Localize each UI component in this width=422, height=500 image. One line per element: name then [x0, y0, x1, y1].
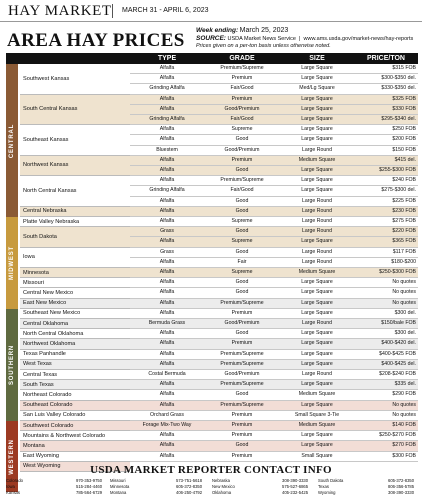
bale-size: Large Round [302, 320, 332, 326]
hay-type: Grass [160, 228, 174, 235]
price: $400-$420 del. [381, 340, 416, 347]
grade: Premium [231, 75, 253, 82]
table-row [130, 360, 418, 370]
hay-type: Alfalfa [159, 156, 175, 163]
grade: Fair [237, 258, 247, 265]
grade: Good [235, 207, 249, 214]
grade: Premium/Supreme [220, 360, 264, 367]
price: $335 del. [394, 381, 416, 388]
grade: Premium/Supreme [220, 350, 264, 357]
hay-type: Alfalfa [159, 289, 175, 296]
price: $200 FOB [392, 136, 416, 143]
band-label: WESTERN [9, 438, 15, 475]
hay-type: Alfalfa [159, 136, 175, 143]
hay-type: Alfalfa [159, 218, 175, 224]
table-row [130, 370, 418, 380]
hay-type: Alfalfa [159, 432, 175, 439]
hay-type: Alfalfa [159, 309, 175, 316]
region-name: Southeast Kansas [20, 125, 130, 156]
price: $150 FOB [392, 146, 416, 153]
grade: Fair/Good [230, 116, 254, 122]
hay-type: Alfalfa [159, 360, 175, 367]
bale-size: Large Square [301, 136, 333, 143]
table-header [6, 53, 418, 64]
hay-type: Alfalfa [159, 95, 175, 102]
table-row [130, 105, 418, 115]
price: No quotes [392, 401, 416, 408]
grade: Fair/Good [230, 85, 254, 92]
bale-size: Large Square [301, 350, 333, 357]
bale-size: Medium Square [298, 422, 336, 428]
bale-size: Large Square [301, 340, 333, 347]
grade: Good/Premium [224, 320, 260, 326]
bale-size: Large Square [301, 238, 333, 245]
hay-type: Alfalfa [159, 340, 175, 347]
masthead [0, 0, 422, 22]
region-name: South Dakota [20, 227, 130, 247]
band-label: CENTRAL [9, 123, 15, 158]
bale-size: Large Square [301, 330, 333, 337]
table-row [130, 74, 418, 84]
table-row [130, 339, 418, 349]
hay-type: Alfalfa [159, 258, 175, 265]
grade: Good [235, 136, 249, 143]
region-band [6, 309, 18, 421]
contact-phone: 605-372-8350 [388, 478, 415, 483]
contact-state: Oklahoma [212, 490, 232, 495]
table-row [130, 278, 418, 288]
grade: Premium [231, 452, 253, 459]
table-row [130, 288, 418, 298]
grade: Premium [231, 309, 253, 316]
table-row [130, 309, 418, 319]
table-row [130, 268, 418, 278]
table-row [130, 329, 418, 339]
price: $275 FOB [392, 218, 416, 224]
divider [112, 4, 113, 18]
table-row [130, 258, 418, 268]
contact-phone: 785-564-6729 [76, 490, 103, 495]
price: $140 FOB [392, 422, 416, 428]
price: $250-$270 FOB [379, 432, 416, 439]
bale-size: Large Square [301, 105, 333, 112]
hay-type: Alfalfa [159, 279, 175, 286]
region-name: Minnesota [20, 268, 130, 278]
contact-phone: 406-250-4792 [176, 490, 203, 495]
grade: Good [235, 330, 249, 337]
hay-type: Alfalfa [159, 126, 175, 133]
table-row [130, 135, 418, 145]
price: $250-$300 FOB [379, 269, 416, 275]
bale-size: Large Square [301, 167, 333, 173]
region-name: Southwest Kansas [20, 64, 130, 95]
bale-size: Large Square [301, 432, 333, 439]
bale-size: Large Round [302, 258, 332, 265]
table-row [130, 146, 418, 156]
hay-type: Alfalfa [159, 197, 175, 204]
bale-size: Large Square [301, 279, 333, 286]
region-band [6, 64, 18, 217]
band-label: SOUTHERN [9, 344, 15, 385]
week-info: Week ending: March 25, 2023 SOURCE: USDA Market News Service | www.ams.usda.gov/market-news/hay-reports Prices given on a per-ton basis unless otherwise noted. [196, 27, 414, 49]
contact-state: Kansas [6, 490, 20, 495]
table-row [130, 237, 418, 247]
col-price: PRICE/TON [367, 55, 405, 62]
bale-size: Large Square [301, 177, 333, 184]
contact-phone: 575-527-6865 [282, 484, 309, 489]
price: $415 del. [394, 156, 416, 163]
bale-size: Large Square [301, 309, 333, 316]
bale-size: Large Square [301, 360, 333, 367]
table-row [130, 431, 418, 441]
hay-type: Alfalfa [159, 452, 175, 459]
grade: Supreme [231, 126, 253, 133]
bale-size: Large Square [301, 65, 333, 71]
region-name: Southeast New Mexico [20, 309, 130, 319]
grade: Premium [231, 432, 253, 439]
bale-size: Large Square [301, 299, 333, 306]
hay-type: Alfalfa [159, 299, 175, 306]
grade: Fair/Good [230, 187, 254, 194]
page-title: AREA HAY PRICES [7, 30, 185, 51]
hay-type: Alfalfa [159, 350, 175, 357]
contact-footer [0, 464, 422, 500]
table-row [130, 84, 418, 94]
bale-size: Med/Lg Square [299, 85, 335, 92]
price: $300 del. [394, 330, 416, 337]
table-row [130, 207, 418, 217]
hay-type: Alfalfa [159, 75, 175, 82]
hay-type: Alfalfa [159, 381, 175, 388]
region-name: East Wyoming [20, 452, 130, 462]
grade: Premium/Supreme [220, 401, 264, 408]
price: No quotes [392, 289, 416, 296]
table-row [130, 197, 418, 207]
bale-size: Large Square [301, 95, 333, 102]
hay-type: Alfalfa [159, 105, 175, 112]
grade: Premium/Supreme [220, 65, 264, 71]
contact-state: New Mexico [212, 484, 235, 489]
grade: Good [235, 197, 249, 204]
region-name: Southwest Colorado [20, 421, 130, 431]
price: $365 FOB [392, 238, 416, 245]
price: $150/bale FOB [381, 320, 416, 326]
table-row [130, 186, 418, 196]
bale-size: Large Round [302, 371, 332, 377]
contact-phone: 573-751-5618 [176, 478, 203, 483]
price: $275-$300 del. [381, 187, 416, 194]
grade: Good/Premium [224, 105, 260, 112]
contact-phone: 806-356-5785 [388, 484, 415, 489]
region-name: South Central Kansas [20, 95, 130, 126]
price: $290 FOB [392, 391, 416, 398]
region-name: North Central Kansas [20, 176, 130, 207]
hay-type: Alfalfa [159, 401, 175, 408]
hay-type: Grinding Alfalfa [149, 116, 185, 122]
contact-state: South Dakota [318, 478, 344, 483]
grade: Good [235, 391, 249, 398]
region-band [6, 217, 18, 309]
region-name: Central New Mexico [20, 288, 130, 298]
source-url: www.ams.usda.gov/market-news/hay-reports [303, 36, 414, 42]
table-row [130, 115, 418, 125]
grade: Supreme [231, 269, 253, 275]
price: $400-$425 FOB [379, 350, 416, 357]
grade: Good [235, 289, 249, 296]
contact-phone: 970-353-9750 [76, 478, 103, 483]
region-name: Iowa [20, 248, 130, 268]
hay-type: Alfalfa [159, 269, 175, 275]
region-name: Central Texas [20, 370, 130, 380]
region-name: Northwest Oklahoma [20, 339, 130, 349]
hay-type: Alfalfa [159, 167, 175, 173]
grade: Good [235, 228, 249, 235]
region-name: Southeast Colorado [20, 401, 130, 411]
price: $220 FOB [392, 228, 416, 235]
price: $208-$240 FOB [379, 371, 416, 377]
hay-type: Grinding Alfalfa [149, 187, 185, 194]
hay-type: Bluestem [156, 146, 178, 153]
price: No quotes [392, 279, 416, 286]
hay-type: Alfalfa [159, 238, 175, 245]
price: $300 del. [394, 309, 416, 316]
hay-type: Bermuda Grass [148, 320, 186, 326]
table-row [130, 166, 418, 176]
hay-type: Alfalfa [159, 177, 175, 184]
table-row [130, 380, 418, 390]
bale-size: Large Round [302, 197, 332, 204]
hay-type: Costal Bermuda [148, 371, 186, 377]
region-name: North Central Oklahoma [20, 329, 130, 339]
hay-type: Alfalfa [159, 207, 175, 214]
hay-type: Grinding Alfalfa [149, 85, 185, 92]
bale-size: Large Square [301, 126, 333, 133]
table-row [130, 452, 418, 462]
section-title: HAY MARKET [8, 3, 112, 19]
bale-size: Large Square [301, 401, 333, 408]
contact-state: Nebraska [212, 478, 230, 483]
price: $325 FOB [392, 95, 416, 102]
source-name: USDA Market News Service [227, 36, 296, 42]
col-size: SIZE [309, 55, 325, 62]
bale-size: Small Square 3-Tie [294, 411, 340, 418]
grade: Good/Premium [224, 371, 260, 377]
region-name: Northwest Kansas [20, 156, 130, 176]
price: $117 FOB [392, 248, 416, 255]
table-row [130, 227, 418, 237]
price: $240 FOB [392, 177, 416, 184]
price: No quotes [392, 299, 416, 306]
contact-state: Texas [318, 484, 329, 489]
grade: Premium/Supreme [220, 299, 264, 306]
bale-size: Large Round [302, 228, 332, 235]
bale-size: Large Square [301, 289, 333, 296]
hay-type: Alfalfa [159, 391, 175, 398]
grade: Supreme [231, 218, 253, 224]
grade: Premium [231, 340, 253, 347]
contact-state: Colorado [6, 478, 23, 483]
contact-state: Wyoming [318, 490, 336, 495]
bale-size: Medium Square [298, 156, 336, 163]
grade: Good [235, 248, 249, 255]
region-name: Central Nebraska [20, 207, 130, 217]
price: $330-$350 del. [381, 85, 416, 92]
bale-size: Medium Square [298, 391, 336, 398]
table-row [130, 319, 418, 329]
price: $255-$300 FOB [379, 167, 416, 173]
bale-size: Large Square [301, 116, 333, 122]
price: $330 FOB [392, 105, 416, 112]
price-note: Prices given on a per-ton basis unless otherwise noted. [196, 43, 331, 49]
date-range: MARCH 31 - APRIL 6, 2023 [122, 7, 209, 14]
contact-phone: 308-390-3330 [388, 490, 415, 495]
region-name: Central Oklahoma [20, 319, 130, 329]
contact-phone: 405-232-5425 [282, 490, 309, 495]
region-name: Northeast Colorado [20, 390, 130, 400]
region-name: East New Mexico [20, 299, 130, 309]
bale-size: Large Square [301, 75, 333, 82]
hay-type: Orchard Grass [149, 411, 184, 418]
table-row [130, 176, 418, 186]
grade: Good [235, 279, 249, 286]
table-row [130, 411, 418, 421]
hay-type: Alfalfa [159, 330, 175, 337]
contact-state: Montana [110, 490, 127, 495]
grade: Premium [231, 95, 253, 102]
price: $300 FOB [392, 452, 416, 459]
table-row [130, 441, 418, 451]
contact-state: Missouri [110, 478, 126, 483]
table-row [130, 217, 418, 227]
grade: Supreme [231, 238, 253, 245]
week-date: March 25, 2023 [239, 27, 289, 34]
grade: Premium/Supreme [220, 381, 264, 388]
price: $225 FOB [392, 197, 416, 204]
region-name: Missouri [20, 278, 130, 288]
table-row [130, 125, 418, 135]
table-row [130, 299, 418, 309]
contact-phone: 515-284-4460 [76, 484, 103, 489]
price: $250 FOB [392, 126, 416, 133]
band-label: MIDWEST [9, 245, 15, 280]
region-name: Platte Valley Nebraska [20, 217, 130, 227]
price: $180-$200 [391, 258, 416, 265]
hay-type: Forage Mix-Two Way [142, 422, 192, 428]
bale-size: Large Square [301, 442, 333, 449]
bale-size: Large Round [302, 248, 332, 255]
table-row [130, 350, 418, 360]
table-row [130, 248, 418, 258]
grade: Good/Premium [224, 146, 260, 153]
region-name: Montana [20, 441, 130, 451]
grade: Premium [231, 411, 253, 418]
price: No quotes [392, 411, 416, 418]
hay-type: Alfalfa [159, 442, 175, 449]
region-name: Mountains & Northwest Colorado [20, 431, 130, 441]
price: $230 FOB [392, 207, 416, 214]
bale-size: Large Round [302, 207, 332, 214]
table-row [130, 95, 418, 105]
price: $300-$350 del. [381, 75, 416, 82]
contact-phone: 308-390-3330 [282, 478, 309, 483]
table-row [130, 156, 418, 166]
bale-size: Large Round [302, 146, 332, 153]
week-label: Week ending: [196, 27, 239, 34]
table-row [130, 401, 418, 411]
grade: Premium [231, 156, 253, 163]
grade: Premium/Supreme [220, 177, 264, 184]
col-type: TYPE [157, 55, 177, 62]
region-name: Texas Panhandle [20, 350, 130, 360]
region-name: West Texas [20, 360, 130, 370]
bale-size: Large Round [302, 218, 332, 224]
bale-size: Large Square [301, 187, 333, 194]
region-name: South Texas [20, 380, 130, 390]
bale-size: Large Square [301, 381, 333, 388]
grade: Good [235, 442, 249, 449]
price: $400-$425 del. [381, 360, 416, 367]
price: $270 FOB [392, 442, 416, 449]
col-grade: GRADE [229, 55, 255, 62]
bale-size: Small Square [301, 452, 333, 459]
region-name: San Luis Valley Colorado [20, 411, 130, 421]
grade: Good [235, 167, 249, 173]
hay-type: Grass [160, 248, 174, 255]
footer-title: USDA MARKET REPORTER CONTACT INFO [90, 464, 332, 476]
source-label: SOURCE: [196, 35, 226, 42]
price: $315 FOB [392, 65, 416, 71]
bale-size: Medium Square [298, 269, 336, 275]
table-row [130, 421, 418, 431]
hay-type: Alfalfa [159, 65, 175, 71]
grade: Premium [231, 422, 253, 428]
table-row [130, 390, 418, 400]
contact-state: Minnesota [110, 484, 130, 489]
contact-state: Iowa [6, 484, 15, 489]
table-row [130, 64, 418, 74]
contact-phone: 605-372-8350 [176, 484, 203, 489]
price: $295-$340 del. [381, 116, 416, 122]
region-name: West Wyoming [20, 462, 130, 472]
